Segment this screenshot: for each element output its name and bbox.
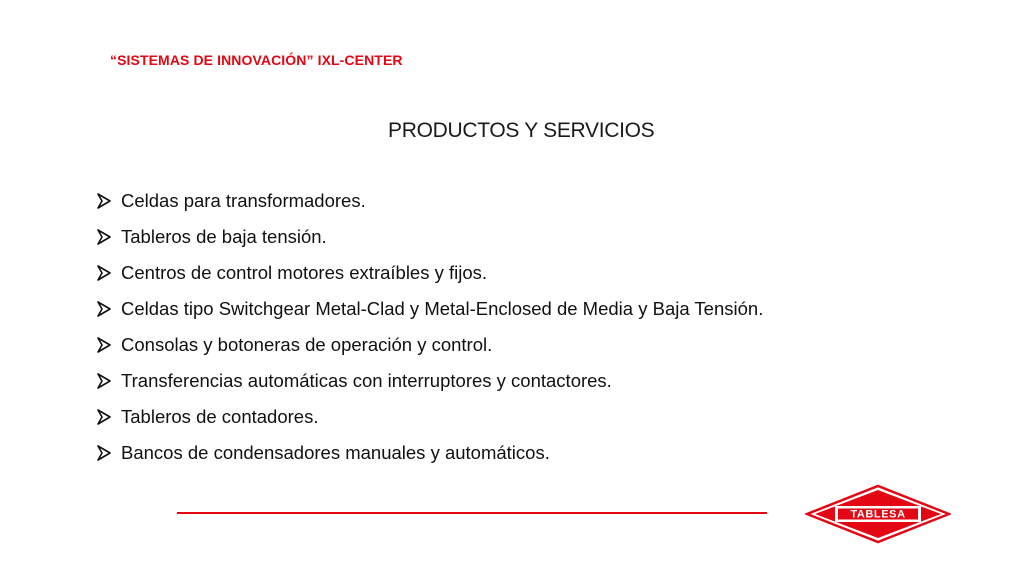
list-item-text: Celdas tipo Switchgear Metal-Clad y Metal-Enclosed de Media y Baja Tensión.	[121, 298, 764, 319]
list-item	[97, 399, 763, 435]
list-item-text: Consolas y botoneras de operación y control.	[121, 334, 493, 355]
list-item-text: Centros de control motores extraíbles y fijos.	[121, 262, 488, 283]
arrow-bullet-icon	[97, 373, 111, 389]
list-item	[97, 327, 763, 363]
arrow-bullet-icon	[97, 409, 111, 425]
list-item	[97, 435, 763, 471]
arrow-bullet-icon	[97, 445, 111, 461]
list-item	[97, 291, 763, 327]
arrow-bullet-icon	[97, 193, 111, 209]
tablesa-logo	[805, 484, 951, 544]
tablesa-logo-graphic	[805, 484, 951, 544]
footer-divider	[177, 512, 767, 514]
arrow-bullet-icon	[97, 301, 111, 317]
services-list	[97, 183, 763, 471]
list-item-text: Bancos de condensadores manuales y automáticos.	[121, 442, 550, 463]
list-item-text: Celdas para transformadores.	[121, 190, 366, 211]
list-item	[97, 363, 763, 399]
logo-text: TABLESA	[850, 508, 906, 521]
slide-title: PRODUCTOS Y SERVICIOS	[388, 119, 655, 142]
arrow-bullet-icon	[97, 265, 111, 281]
arrow-bullet-icon	[97, 229, 111, 245]
slide-header: “SISTEMAS DE INNOVACIÓN” IXL-CENTER	[110, 52, 403, 68]
arrow-bullet-icon	[97, 337, 111, 353]
list-item-text: Transferencias automáticas con interruptores y contactores.	[121, 370, 612, 391]
list-item	[97, 255, 763, 291]
list-item	[97, 183, 763, 219]
list-item-text: Tableros de baja tensión.	[121, 226, 327, 247]
list-item-text: Tableros de contadores.	[121, 406, 319, 427]
list-item	[97, 219, 763, 255]
